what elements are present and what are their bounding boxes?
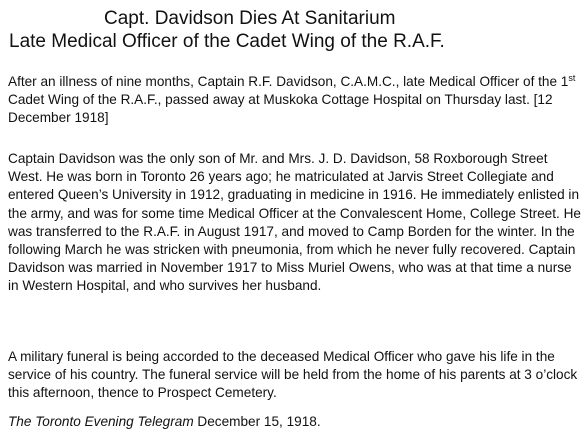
publication-date: December 15, 1918. xyxy=(193,414,321,429)
paragraph-biography: Captain Davidson was the only son of Mr. and Mrs. J. D. Davidson, 58 Roxborough Street West. He was born in Toronto 26 years ago; he matriculated at Jarvis Street Collegiate and entered Queen’s University in 1912, graduating in medicine in 1916. He immediately enlisted in the army, and was for some time Medical Officer at the Convalescent Home, College Street. He was transferred to the R.A.F. in August 1917, and moved to Camp Borden for the winter. In the following March he was stricken with pneumonia, from which he never fully recovered. Captain Davidson was married in November 1917 to Miss Muriel Owens, who was at that time a nurse in Western Hospital, and who survives her husband. xyxy=(8,151,581,294)
headline-title: Capt. Davidson Dies At Sanitarium xyxy=(104,8,396,29)
publication-name: The Toronto Evening Telegram xyxy=(8,414,194,429)
source-citation xyxy=(8,413,321,431)
paragraph-announcement-text-1: After an illness of nine months, Captain R.F. Davidson, C.A.M.C., late Medical Officer of the 1 xyxy=(8,74,569,89)
ordinal-superscript: st xyxy=(568,73,576,83)
paragraph-announcement-text-2: Cadet Wing of the R.A.F., passed away at Muskoka Cottage Hospital on Thursday last. [12 December 1918] xyxy=(8,92,553,126)
paragraph-announcement xyxy=(8,73,584,128)
headline-subtitle: Late Medical Officer of the Cadet Wing of the R.A.F. xyxy=(9,31,445,52)
paragraph-funeral: A military funeral is being accorded to the deceased Medical Officer who gave his life in the service of his country. The funeral service will be held from the home of his parents at 3 o’clock this afternoon, thence to Prospect Cemetery. xyxy=(8,349,578,401)
